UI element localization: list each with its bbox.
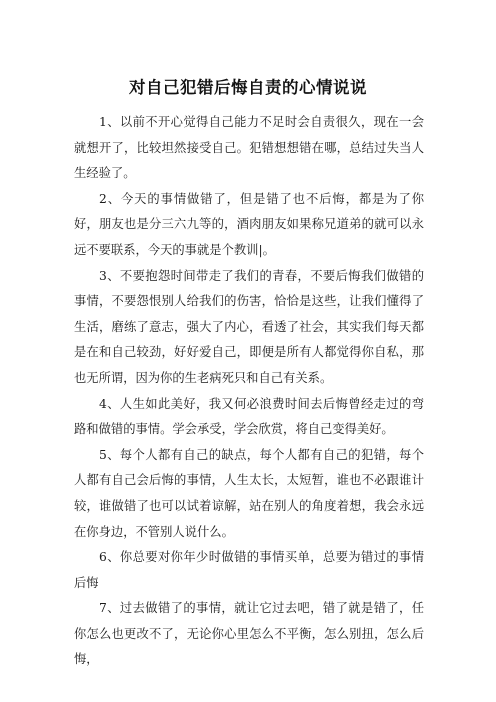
paragraph-5: 5、每个人都有自己的缺点，每个人都有自己的犯错，每个人都有自己会后悔的事情，人生太长，太短暂，谁也不必跟谁计较，谁做错了也可以试着谅解，站在别人的角度着想，我会永远在你身边，不管别人说什么。 bbox=[74, 447, 424, 539]
paragraph-2: 2、今天的事情做错了，但是错了也不后悔，都是为了你好，朋友也是分三六九等的，酒肉朋友如果称兄道弟的就可以永远不要联系，今天的事就是个教训|。 bbox=[74, 191, 424, 257]
paragraph-4: 4、人生如此美好，我又何必浪费时间去后悔曾经走过的弯路和做错的事情。学会承受，学会欣赏，将自己变得美好。 bbox=[74, 396, 424, 437]
document-title: 对自己犯错后悔自责的心情说说 bbox=[129, 78, 367, 97]
paragraph-3: 3、不要抱怨时间带走了我们的青春，不要后悔我们做错的事情，不要怨恨别人给我们的伤害，恰恰是这些，让我们懂得了生活，磨练了意志，强大了内心，看透了社会，其实我们每天都是在和自己较劲，好好爱自己，即便是所有人都觉得你自私，那也无所谓，因为你的生老病死只和自己有关系。 bbox=[74, 268, 424, 385]
paragraph-1: 1、以前不开心觉得自己能力不足时会自责很久，现在一会就想开了，比较坦然接受自己。犯错想想错在哪，总结过失当人生经验了。 bbox=[74, 115, 424, 181]
document-body bbox=[74, 110, 424, 673]
paragraph-6: 6、你总要对你年少时做错的事情买单，总要为错过的事情后悔 bbox=[74, 550, 424, 590]
paragraph-7: 7、过去做错了的事情，就让它过去吧，错了就是错了，任你怎么也更改不了，无论你心里怎么不平衡，怎么别扭，怎么后悔， bbox=[74, 601, 424, 667]
